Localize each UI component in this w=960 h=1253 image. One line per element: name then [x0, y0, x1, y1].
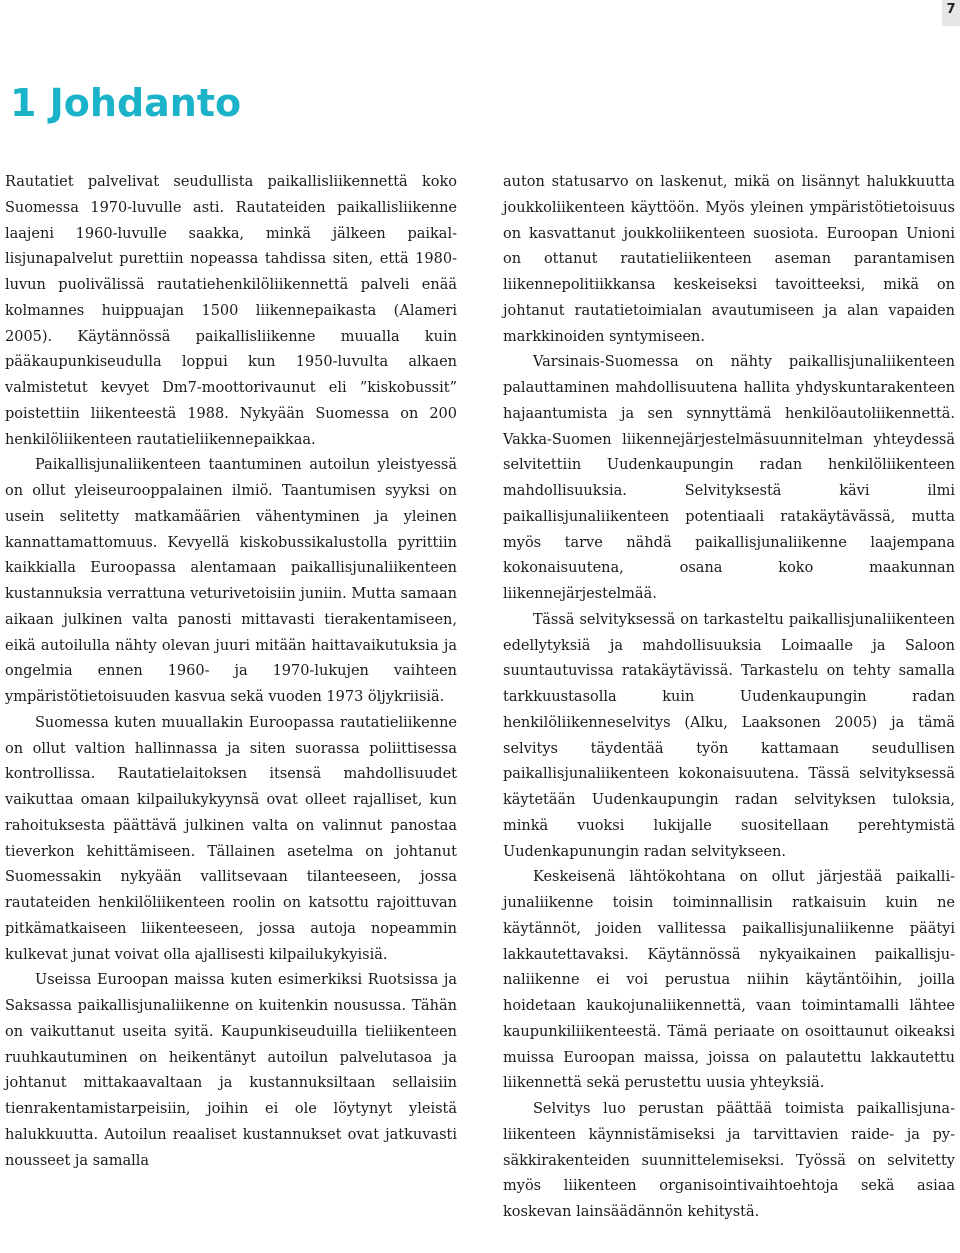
right-column	[503, 170, 955, 1226]
chapter-title: 1 Johdanto	[10, 81, 242, 125]
paragraph: Rautatiet palvelivat seudullista paikallisliikennettä koko Suomessa 1970-luvulle asti. Rautateiden paikallisliikenne laajeni 1960-luvulle saakka, minkä jälkeen paikallisjunapalvelut purettiin nopeassa tahdissa siten, että 1980-luvun puolivälissä rautatiehenkilöliikennettä palveli enää kolmannes huippuajan 1500 liikennepaikasta (Alameri 2005). Käytännössä paikallisliikenne muualla kuin pääkaupunkiseudulla loppui kun 1950-luvulta alkaen valmistetut kevyet Dm7-moottorivaunut eli ”kiskobussit” poistettiin liikenteestä 1988. Nykyään Suomessa on 200 henkilöliikenteen rautatieliikennepaikkaa.	[5, 174, 457, 448]
left-column	[5, 170, 457, 1174]
paragraph: Keskeisenä lähtökohtana on ollut järjestää paikallijunaliikenne toisin toiminnallisin ratkaisuin kuin ne käytännöt, joiden vallitessa paikallisjunaliikenne päätyi lakkautettavaksi. Käytännössä nykyaikainen paikallisjunaliikenne ei voi perustua niihin käytäntöihin, joilla hoidetaan kaukojunaliikennettä, vaan toimintamalli lähtee kaupunkiliikenteestä. Tämä periaate on osoittaunut oikeaksi muissa Euroopan maissa, joissa on palautettu lakkautettu liikennettä sekä perustettu uusia yhteyksiä.	[503, 869, 955, 1092]
paragraph: Varsinais-Suomessa on nähty paikallisjunaliikenteen palauttaminen mahdollisuutena hallita yhdyskuntarakenteen hajaantumista ja sen synnyttämä henkilöautoliikennettä. Vakka-Suomen liikennejärjestelmäsuunnitelman yhteydessä selvitettiin Uudenkaupungin radan henkilöliikenteen mahdollisuuksia. Selvityksestä kävi ilmi paikallisjunaliikenteen potentiaali ratakäytävässä, mutta myös tarve nähdä paikallisjunaliikenne laajempana kokonaisuutena, osana koko maakunnan liikennejärjestelmää.	[503, 354, 955, 602]
paragraph: Paikallisjunaliikenteen taantuminen autoilun yleistyessä on ollut yleiseurooppalainen ilmiö. Taantumisen syyksi on usein selitetty matkamäärien vähentyminen ja yleinen kannattamattomuus. Kevyellä kiskobussikalustolla pyrittiin kaikkialla Euroopassa alentamaan paikallisjunaliikenteen kustannuksia verrattuna veturivetoisiin juniin. Mutta samaan aikaan julkinen valta panosti mittavasti tierakentamiseen, eikä autoilulla nähty olevan juuri mitään haittavaikutuksia ja ongelmia ennen 1960- ja 1970-lukujen vaihteen ympäristötietoisuuden kasvua sekä vuoden 1973 öljykriisiä.	[5, 457, 457, 705]
paragraph: Useissa Euroopan maissa kuten esimerkiksi Ruotsissa ja Saksassa paikallisjunaliikenne on kuitenkin nousussa. Tähän on vaikuttanut useita syitä. Kaupunkiseuduilla tieliikenteen ruuhkautuminen on heikentänyt autoilun palvelutasoa ja johtanut mittakaavaltaan ja kustannuksiltaan sellaisiin tienrakentamistarpeisiin, joihin ei ole löytynyt yleistä halukkuutta. Autoilun reaaliset kustannukset ovat jatkuvasti nousseet ja samalla	[5, 972, 457, 1169]
page-number: 7	[942, 0, 960, 26]
paragraph: Suomessa kuten muuallakin Euroopassa rautatieliikenne on ollut valtion hallinnassa ja siten suorassa poliittisessa kontrollissa. Rautatielaitoksen itsensä mahdollisuudet vaikuttaa omaan kilpailukykyynsä ovat olleet rajalliset, kun rahoituksesta päättävä julkinen valta on valinnut panostaa tieverkon kehittämiseen. Tällainen asetelma on johtanut Suomessakin nykyään vallitsevaan tilanteeseen, jossa rautateiden henkilöliikenteen roolin on katsottu rajoittuvan pitkämatkaiseen liikenteeseen, jossa autoja nopeammin kulkevat junat voivat olla ajallisesti kilpailukykyisiä.	[5, 714, 457, 963]
paragraph: auton statusarvo on laskenut, mikä on lisännyt halukkuutta joukkoliikenteen käyttöön. Myös yleinen ympäristötietoisuus on kasvattanut joukkoliikenteen suosiota. Euroopan Unioni on ottanut rautatieliikenteen aseman parantamisen liikennepolitiikkansa keskeiseksi tavoitteeksi, mikä on johtanut rautatietoimialan avautumiseen ja alan vapaiden markkinoiden syntymiseen.	[503, 174, 955, 345]
paragraph: Tässä selvityksessä on tarkasteltu paikallisjunaliikenteen edellytyksiä ja mahdollisuuksia Loimaalle ja Saloon suuntautuvissa ratakäytävissä. Tarkastelu on tehty samalla tarkkuustasolla kuin Uudenkaupungin radan henkilöliikenneselvitys (Alku, Laaksonen 2005) ja tämä selvitys täydentää työn kattamaan seudullisen paikallisjunaliikenteen kokonaisuutena. Tässä selvityksessä käytetään Uudenkaupungin radan selvityksen tuloksia, minkä vuoksi lukijalle suositellaan perehtymistä Uudenkapunungin radan selvitykseen.	[503, 611, 955, 860]
paragraph: Selvitys luo perustan päättää toimista paikallisjunaliikenteen käynnistämiseksi ja tarvittavien raide- ja pysäkkirakenteiden suunnittelemiseksi. Työssä on selvitetty myös liikenteen organisointivaihtoehtoja sekä asiaa koskevan lainsäädännön kehitystä.	[503, 1101, 955, 1220]
